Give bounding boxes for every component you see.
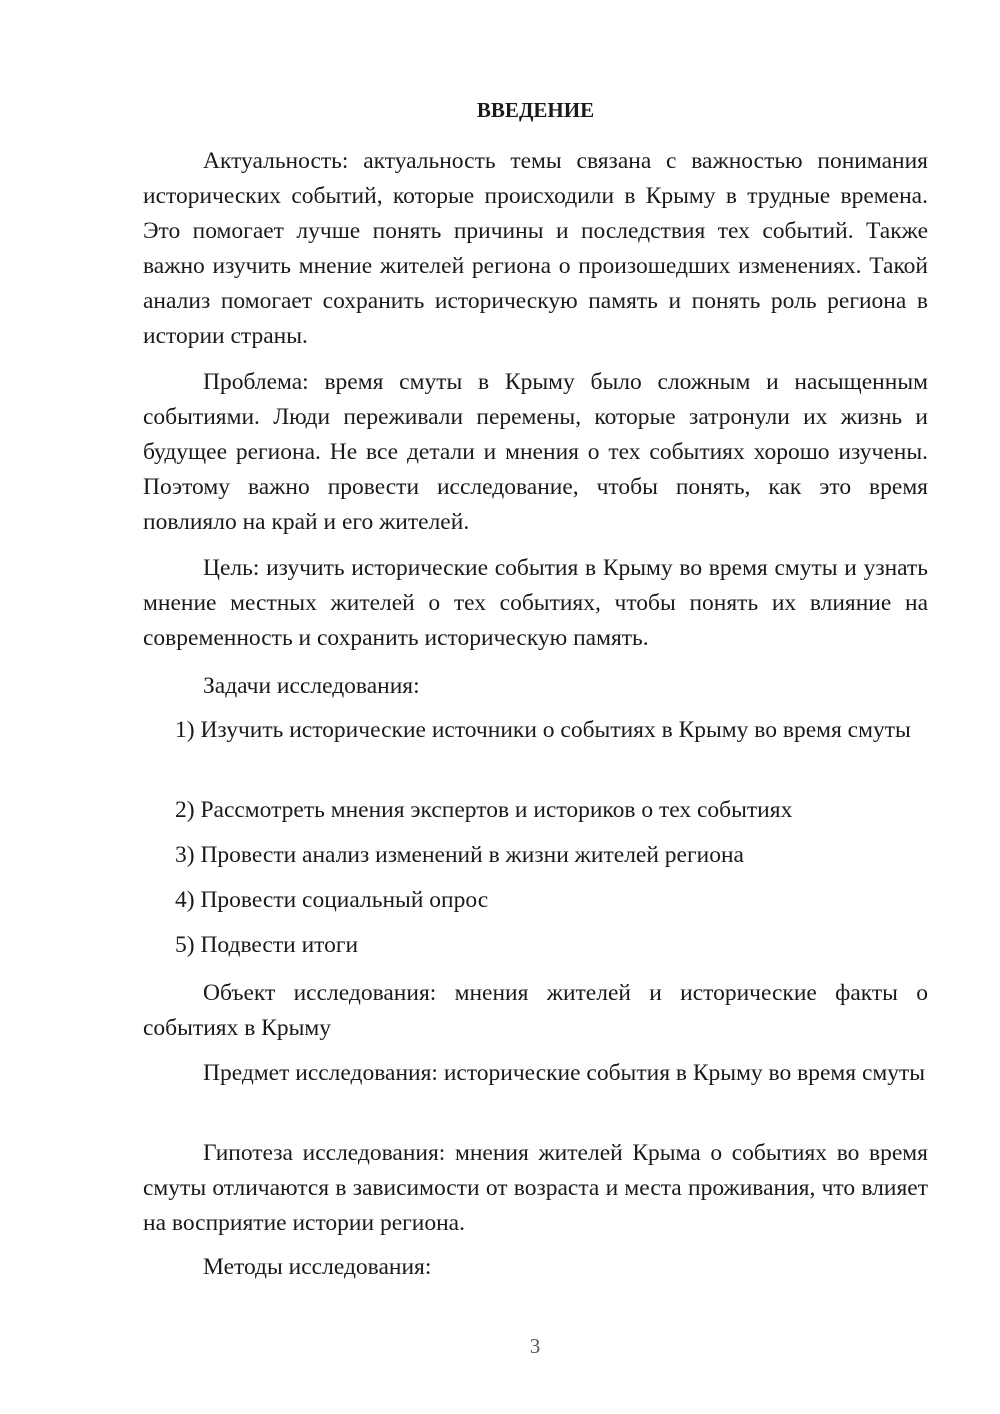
tasks-heading: Задачи исследования: [203,673,420,699]
hypothesis-paragraph: Гипотеза исследования: мнения жителей Крыма о событиях во время смуты отличаются в зависимости от возраста и места проживания, что влияет на восприятие истории региона. [143,1140,928,1236]
task-item: 2) Рассмотреть мнения экспертов и историков о тех событиях [175,797,793,823]
goal-paragraph: Цель: изучить исторические события в Крыму во время смуты и узнать мнение местных жителей о тех событиях, чтобы понять их влияние на современность и сохранить историческую память. [143,555,928,651]
subject-paragraph: Предмет исследования: исторические события в Крыму во время смуты [203,1060,926,1086]
task-item: 5) Подвести итоги [175,932,359,958]
problem-paragraph: Проблема: время смуты в Крыму было сложным и насыщенным событиями. Люди переживали перемены, которые затронули их жизнь и будущее региона. Не все детали и мнения о тех событиях хорошо изучены. Поэтому важно провести исследование, чтобы понять, как это время повлияло на край и его жителей. [143,369,928,535]
actuality-paragraph: Актуальность: актуальность темы связана с важностью понимания исторических событий, которые происходили в Крыму в трудные времена. Это помогает лучше понять причины и последствия тех событий. Также важно изучить мнение жителей региона о произошедших изменениях. Такой анализ помогает сохранить историческую память и понять роль региона в истории страны. [143,148,928,349]
task-item: 1) Изучить исторические источники о событиях в Крыму во время смуты [175,717,911,743]
object-paragraph: Объект исследования: мнения жителей и исторические факты о событиях в Крыму [143,980,928,1041]
page-number: 3 [529,1334,541,1358]
task-item: 3) Провести анализ изменений в жизни жителей региона [175,842,744,868]
methods-heading: Методы исследования: [203,1254,432,1280]
section-title: ВВЕДЕНИЕ [476,98,595,122]
task-item: 4) Провести социальный опрос [175,887,489,913]
